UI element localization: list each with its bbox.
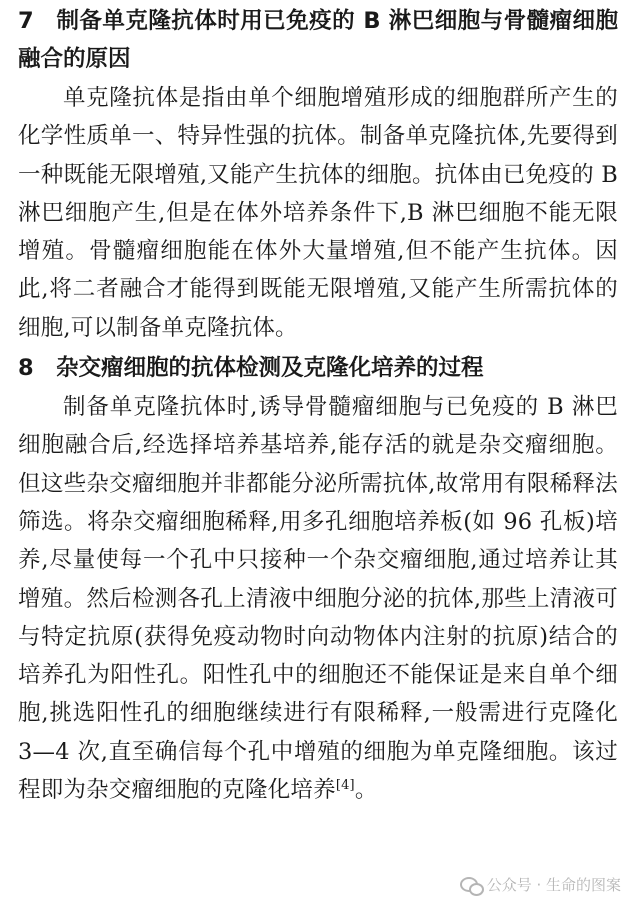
section-7-number: 7 <box>18 8 34 34</box>
section-8-heading <box>18 349 618 387</box>
section-7-heading <box>18 2 618 78</box>
section-8-paragraph <box>18 388 618 809</box>
watermark-text: 公众号 · 生命的图案 <box>486 876 621 894</box>
section-8-title: 杂交瘤细胞的抗体检测及克隆化培养的过程 <box>56 355 484 382</box>
section-8-number: 8 <box>18 355 34 382</box>
watermark <box>460 874 621 895</box>
wechat-icon <box>460 876 482 894</box>
citation-reference[interactable]: [4] <box>335 778 355 794</box>
section-8-body: 制备单克隆抗体时,诱导骨髓瘤细胞与已免疫的 B 淋巴细胞融合后,经选择培养基培养,能存活的就是杂交瘤细胞。但这些杂交瘤细胞并非都能分泌所需抗体,故常用有限稀释法筛选。将杂交瘤细胞稀释,用多孔细胞培养板(如 96 孔板)培养,尽量使每一个孔中只接种一个杂交瘤细胞,通过培养让其增殖。然后检测各孔上清液中细胞分泌的抗体,那些上清液可与特定抗原(获得免疫动物时向动物体内注射的抗原)结合的培养孔为阳性孔。阳性孔中的细胞还不能保证是来自单个细胞,挑选阳性孔的细胞继续进行有限稀释,一般需进行克隆化 3—4 次,直至确信每个孔中增殖的细胞为单克隆细胞。该过程即为杂交瘤细胞的克隆化培养 <box>18 394 618 804</box>
section-7-paragraph: 单克隆抗体是指由单个细胞增殖形成的细胞群所产生的化学性质单一、特异性强的抗体。制备单克隆抗体,先要得到一种既能无限增殖,又能产生抗体的细胞。抗体由已免疫的 B 淋巴细胞产生,但是在体外培养条件下,B 淋巴细胞不能无限增殖。骨髓瘤细胞能在体外大量增殖,但不能产生抗体。因此,将二者融合才能得到既能无限增殖,又能产生所需抗体的细胞,可以制备单克隆抗体。 <box>18 85 618 341</box>
section-8-end-mark: 。 <box>354 777 378 804</box>
section-7-title: 制备单克隆抗体时用已免疫的 B 淋巴细胞与骨髓瘤细胞融合的原因 <box>18 8 618 72</box>
document-page <box>18 0 618 809</box>
